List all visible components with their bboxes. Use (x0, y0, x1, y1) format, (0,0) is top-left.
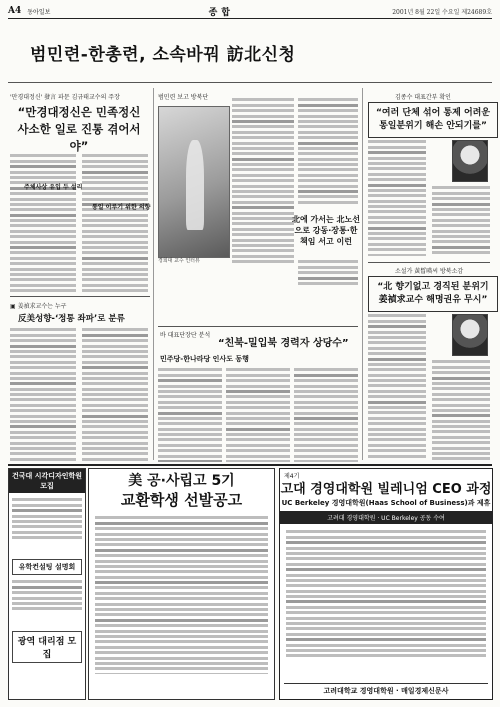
ad-right (279, 468, 493, 700)
center-subhead: 민주당-한나라당 인사도 동행 (160, 355, 249, 363)
right-box-quote-line-1: “여러 단체 섞어 통제 어려운 (375, 108, 491, 118)
issue-date: 2001년 8월 22일 수요일 제24689호 (392, 8, 492, 16)
right-box-quote2-line-1: “北 향기없고 경직된 분위기 (377, 282, 489, 292)
left-quote-line-1: “만경대정신은 민족정신 (17, 105, 141, 119)
left-col-text-2 (82, 152, 151, 292)
ad-right-title: 고대 경영대학원 빌레니엄 CEO 과정 (280, 482, 492, 497)
right-divider (368, 262, 490, 263)
left-subhead-3: 反美성향-‘정통 좌파’로 분류 (18, 314, 125, 324)
headline-rule (8, 82, 492, 83)
center-section-label-2: 바 대표단장단 분석 (160, 332, 211, 339)
center-quote-2: “친북-밀입북 경력자 상당수” (218, 338, 349, 349)
center-divider (158, 326, 358, 327)
page-number: A4 (8, 6, 22, 16)
ad-center (88, 468, 275, 700)
center-quote-small: 北에 가서는 北노선으로 강동·장통·한 책임 서고 이런 (292, 215, 360, 246)
center-col-text-1 (232, 96, 294, 264)
center-col-text-5 (226, 366, 290, 462)
paper-name: 동아일보 (27, 8, 51, 16)
ad-center-title-1: 美 공·사립고 5기 (128, 473, 235, 489)
left-col-text-3 (10, 326, 76, 462)
left-col-text-4 (82, 326, 148, 462)
person-photo-1 (452, 140, 488, 182)
center-col-text-2 (298, 96, 358, 206)
column-rule-2 (362, 88, 363, 460)
right-box-quote2-line-2: 姜禎求교수 해명권유 무시” (378, 295, 488, 305)
ad-left-bottom: 광역 대리점 모집 (12, 631, 82, 663)
right-box-quote-line-2: 통일분위기 해손 안되기를” (379, 121, 487, 131)
ads-top-rule (8, 464, 492, 466)
right-col-text-2 (432, 184, 490, 256)
left-divider (10, 296, 150, 297)
ad-left-text-2 (12, 578, 82, 628)
ad-center-text (95, 514, 268, 674)
ad-right-foot: 고려대학교 경영대학원 · 매일경제신문사 (284, 683, 488, 696)
ad-right-sub: UC Berkeley 경영대학원(Haas School of Business)과 제휴 (281, 499, 491, 507)
right-col-text-1 (368, 138, 426, 256)
ad-center-title-2: 교환학생 선발공고 (120, 491, 243, 509)
center-section-label: 범민련 보고 방북단 (158, 94, 209, 101)
right-section-label: 김종수 대표간부 확인 (395, 94, 451, 101)
left-section-label-2: ▣ 姜禎求교수는 누구 (10, 303, 67, 310)
news-photo (158, 106, 230, 258)
right-box-quote-2 (368, 276, 498, 312)
ad-left-top: 건국대 시각디자인학원 모집 (9, 469, 85, 493)
right-section-label-2: 소설가 黃晳暎씨 방북소감 (395, 268, 464, 275)
center-col-text-3 (298, 258, 358, 298)
left-quote (10, 104, 148, 155)
person-photo-2 (452, 314, 488, 356)
photo-caption: 경희대 교수 인터뷰 (158, 258, 200, 264)
ad-right-band: 고려대 경영대학원 · UC Berkeley 공동 수여 (280, 511, 492, 524)
ad-left (8, 468, 86, 700)
center-col-text-4 (158, 366, 222, 462)
ad-right-text (286, 528, 486, 658)
left-subhead-1: 주체사상 유입 두 설리 (24, 184, 83, 191)
right-col-text-3 (368, 312, 426, 460)
left-subhead-2: 통일 이루기 위한 의향 (92, 204, 151, 211)
right-box-quote (368, 102, 498, 138)
left-col-text-1 (10, 152, 76, 292)
ad-right-top: 제4기 (284, 473, 300, 480)
column-rule-1 (153, 88, 154, 460)
left-section-label: '만경대정신' 發言 파문 김규태교수의 주장 (10, 94, 120, 101)
ad-left-mid: 유학컨설팅 설명회 (12, 559, 82, 575)
center-col-text-6 (294, 366, 358, 462)
page-headline: 범민련-한총련, 소속바꿔 訪北신청 (30, 45, 296, 65)
left-quote-line-2: 사소한 일로 진통 겪어서야” (17, 122, 141, 153)
page-header (8, 4, 492, 19)
ad-left-text-1 (12, 496, 82, 556)
right-col-text-4 (432, 358, 490, 460)
section-name: 종합 (208, 7, 234, 18)
